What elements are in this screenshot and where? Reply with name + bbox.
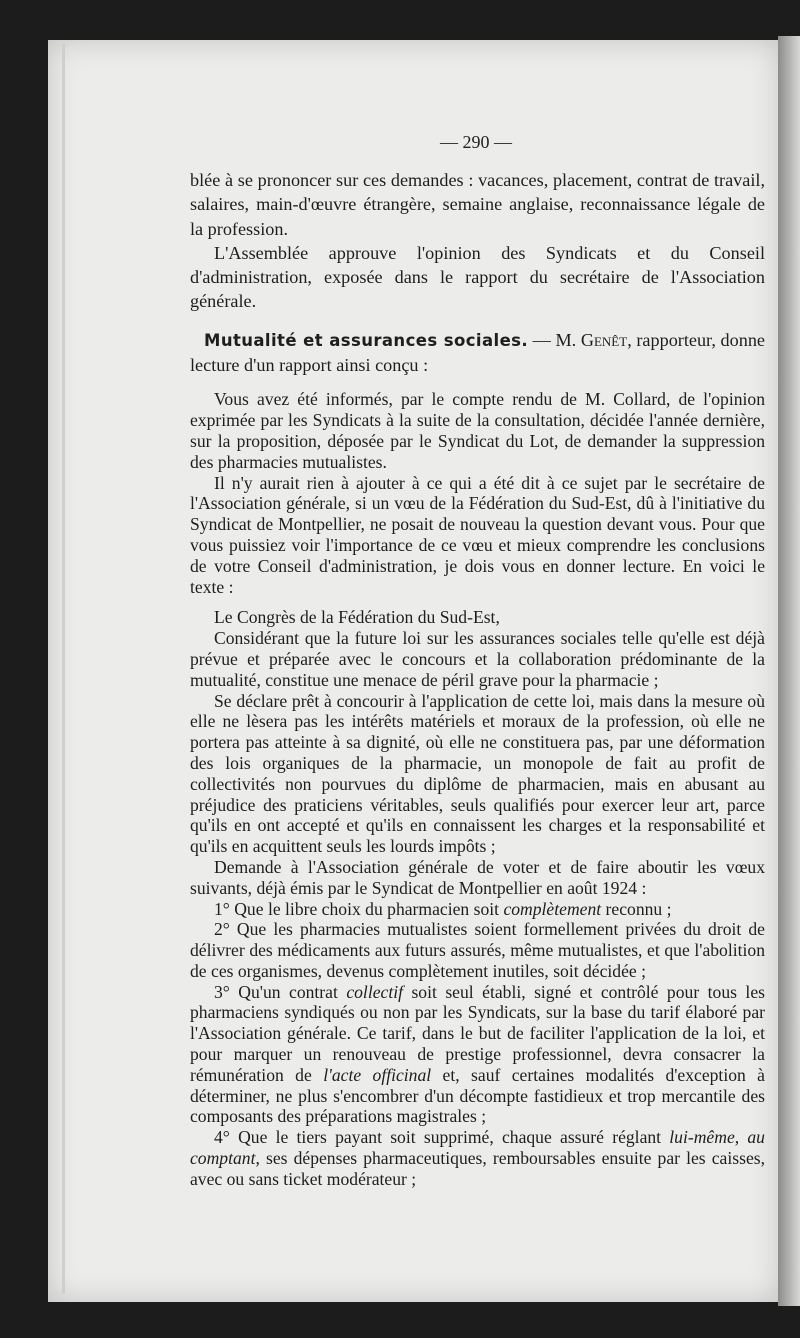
page-binding-edge bbox=[62, 44, 65, 1294]
page-body bbox=[190, 168, 765, 1190]
voeu-block bbox=[190, 607, 765, 1189]
speaker-name: Genêt bbox=[580, 329, 628, 350]
list-item: 2° Que les pharmacies mutualistes soient formellement privées du droit de délivrer des médicaments aux futurs assurés, même mutualistes, et que l'abolition de ces organismes, devenus complètement inutiles, soit décidée ; bbox=[190, 919, 765, 981]
intro-block bbox=[190, 168, 765, 314]
section-rest: , rapporteur, donne lecture d'un rapport ainsi conçu : bbox=[190, 329, 766, 376]
paragraph: Il n'y aurait rien à ajouter à ce qui a été dit à ce sujet par le secrétaire de l'Association générale, si un vœu de la Fédération du Sud-Est, dû à l'initiative du Syndicat de Montpellier, ne posait de nouveau la question devant vous. Pour que vous puissiez voir l'importance de ce vœu et mieux comprendre les conclusions de votre Conseil d'administration, je dois vous en donner lecture. En voici le texte : bbox=[190, 472, 765, 597]
page-number: — 290 — bbox=[440, 132, 512, 152]
paragraph: blée à se prononcer sur ces demandes : vacances, placement, contrat de travail, salaires, main-d'œuvre étrangère, semaine anglaise, reconnaissance légale de la profession. bbox=[190, 170, 765, 239]
paragraph: Demande à l'Association générale de voter et de faire aboutir les vœux suivants, déjà émis par le Syndicat de Montpellier en août 1924 : bbox=[190, 856, 765, 898]
paragraph: Se déclare prêt à concourir à l'application de cette loi, mais dans la mesure où elle ne lèsera pas les intérêts matériels et moraux de la profession, où elle ne portera pas atteinte à sa dignité, où elle ne constituera pas, par une déformation des lois organiques de la pharmacie, un monopole de fait au profit de collectivités non pourvues du diplôme de pharmacien, mais en abusant au préjudice des praticiens véritables, seuls qualifiés pour exercer leur art, parce qu'ils en ont accepté et qu'ils en connaissent les charges et la responsabilité et qu'ils en acquittent seuls les lourds impôts ; bbox=[190, 690, 765, 857]
dash: — M. bbox=[528, 329, 581, 350]
paragraph: Le Congrès de la Fédération du Sud-Est, bbox=[214, 607, 500, 628]
paragraph: L'Assemblée approuve l'opinion des Syndicats et du Conseil d'administration, exposée dans le rapport du secrétaire de l'Association générale. bbox=[190, 242, 765, 312]
section-paragraph bbox=[190, 328, 765, 378]
section-intro bbox=[190, 328, 765, 378]
list-item: 3° Qu'un contrat collectif soit seul établi, signé et contrôlé pour tous les pharmaciens syndiqués ou non par les Syndicats, sur la base du tarif élaboré par l'Association générale. Ce tarif, dans le but de faciliter l'application de la loi, et pour marquer un renouveau de prestige professionnel, devra consacrer la rémunération de l'acte officinal et, sauf certaines modalités d'exception à déterminer, ne plus s'encombrer d'un décompte fastidieux et trop mercantile des composants des préparations magistrales ; bbox=[190, 981, 765, 1127]
list-item: 4° Que le tiers payant soit supprimé, chaque assuré réglant lui-même, au comptant, ses dépenses pharmaceutiques, remboursables ensuite par les caisses, avec ou sans ticket modérateur ; bbox=[190, 1127, 765, 1189]
paragraph: Vous avez été informés, par le compte rendu de M. Collard, de l'opinion exprimée par les Syndicats à la suite de la consultation, décidée l'année dernière, sur la proposition, déposée par le Syndicat du Lot, de demander la suppression des pharmacies mutualistes. bbox=[190, 389, 765, 472]
page-curl bbox=[778, 36, 800, 1306]
section-heading: Mutualité et assurances sociales. bbox=[204, 330, 529, 350]
paragraph: Considérant que la future loi sur les assurances sociales telle qu'elle est déjà prévue et préparée avec le concours et la collaboration prédominante de la mutualité, constitue une menace de péril grave pour la pharmacie ; bbox=[190, 628, 765, 690]
report-block bbox=[190, 389, 765, 597]
list-item: 1° Que le libre choix du pharmacien soit complètement reconnu ; bbox=[214, 898, 672, 919]
